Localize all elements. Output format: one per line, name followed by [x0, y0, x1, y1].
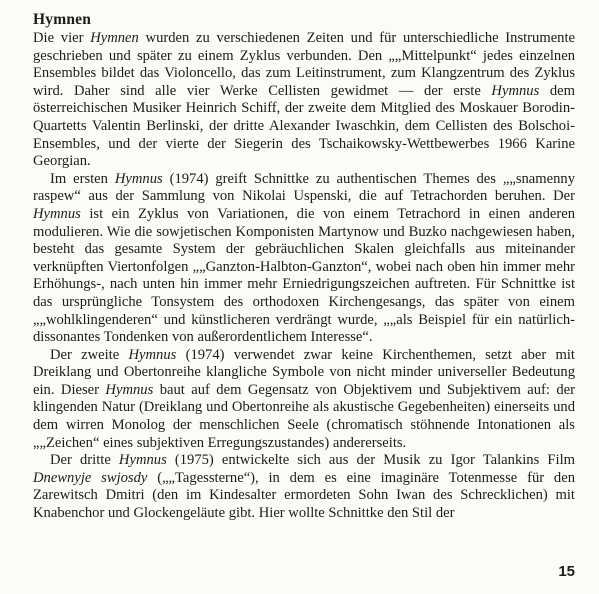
italic-title: Hymnus [33, 205, 81, 222]
text-run: baut auf dem Gegensatz von Objektivem und Subjektivem auf: der klingenden Natur (Dreiklang und Obertonreihe als akustische Gegebenheiten) einerseits und dem wirren Monolog der menschlichen Seele (chromatisch stöhnende Intonationen als „„Zeichen“ eines subjektiven Erregungszustandes) andererseits. [33, 381, 575, 451]
section-heading: Hymnen [33, 11, 92, 28]
paragraph [33, 171, 575, 347]
page-number: 15 [558, 563, 575, 580]
italic-title: Hymnus [105, 381, 154, 398]
italic-title: Hymnus [114, 170, 163, 187]
text-run: wurden zu verschiedenen Zeiten und für unterschiedliche Instrumente geschrieben und später zu einem Zyklus verbunden. Den „„Mittelpunkt“ jedes einzelnen Ensembles bildet das Violoncello, das zum Leitinstrument, zum Klangzentrum des Zyklus wird. Daher sind alle vier Werke Cellisten gewidmet — der erste [33, 30, 576, 99]
paragraph [33, 452, 575, 522]
italic-title: Hymnus [491, 82, 540, 99]
body-text [33, 30, 575, 523]
italic-title: Hymnus [118, 452, 167, 469]
text-run: (1975) entwickelte sich aus der Musik zu Igor Talankins Film [166, 452, 575, 469]
text-run: dem österreichischen Musiker Heinrich Schiff, der zweite dem Mitglied des Moskauer Borodin-Quartetts Valentin Berlinski, der dritte Alexander Iwaschkin, dem Cellisten des Bolschoi-Ensembles, und der vierte der Siegerin des Tschaikowsky-Wettbewerbes 1966 Karine Georgian. [33, 82, 575, 170]
text-run: ist ein Zyklus von Variationen, die von einem Tetrachord in einen anderen modulieren. Wie die sowjetischen Komponisten Martynow und Buzko nachgewiesen haben, besteht das gesamte System der gebräuchlichen Skalen gleichfalls aus miteinander verknüpften Viertonfolgen „„Ganzton-Halbton-Ganzton“, wobei nach oben hin immer mehr Erhöhungs-, nach unten hin immer mehr Erniedrigungszeichen auftreten. Für Schnittke ist das ursprüngliche Tonsystem des orthodoxen Kirchengesangs, das später von einem „„wohlklingenderen“ und künstlicheren verdrängt wurde, „„als Beispiel für ein natürlich-dissonantes Tondenken von außerordentlichem Interesse“. [33, 205, 575, 346]
italic-title: Hymnus [128, 346, 177, 363]
text-run: Im ersten [50, 170, 115, 187]
paragraph [33, 347, 575, 453]
text-run: Der zweite [50, 346, 129, 363]
document-page [33, 10, 575, 523]
text-run: Die vier [33, 30, 91, 46]
text-run: (1974) greift Schnittke zu authentischen Themes des „„snamenny raspew“ aus der Sammlung von Nikolai Uspenski, die auf Tetrachorden beruhen. Der [33, 170, 575, 205]
text-run: („„Tagessterne“), in dem es eine imaginäre Totenmesse für den Zarewitsch Dmitri (den im Kindesalter ermordeten Sohn Iwan des Schrecklichen) mit Knabenchor und Glockengeläute gibt. Hier wollte Schnittke den Stil der [33, 469, 575, 522]
italic-title: Hymnen [90, 30, 139, 46]
text-run: Der dritte [50, 452, 119, 469]
paragraph [33, 30, 575, 171]
italic-title: Dnewnyje swjosdy [33, 469, 148, 486]
text-run: (1974) verwendet zwar keine Kirchenthemen, setzt aber mit Dreiklang und Obertonreihe klangliche Symbole von nicht minder universeller Bedeutung ein. Dieser [33, 346, 575, 398]
